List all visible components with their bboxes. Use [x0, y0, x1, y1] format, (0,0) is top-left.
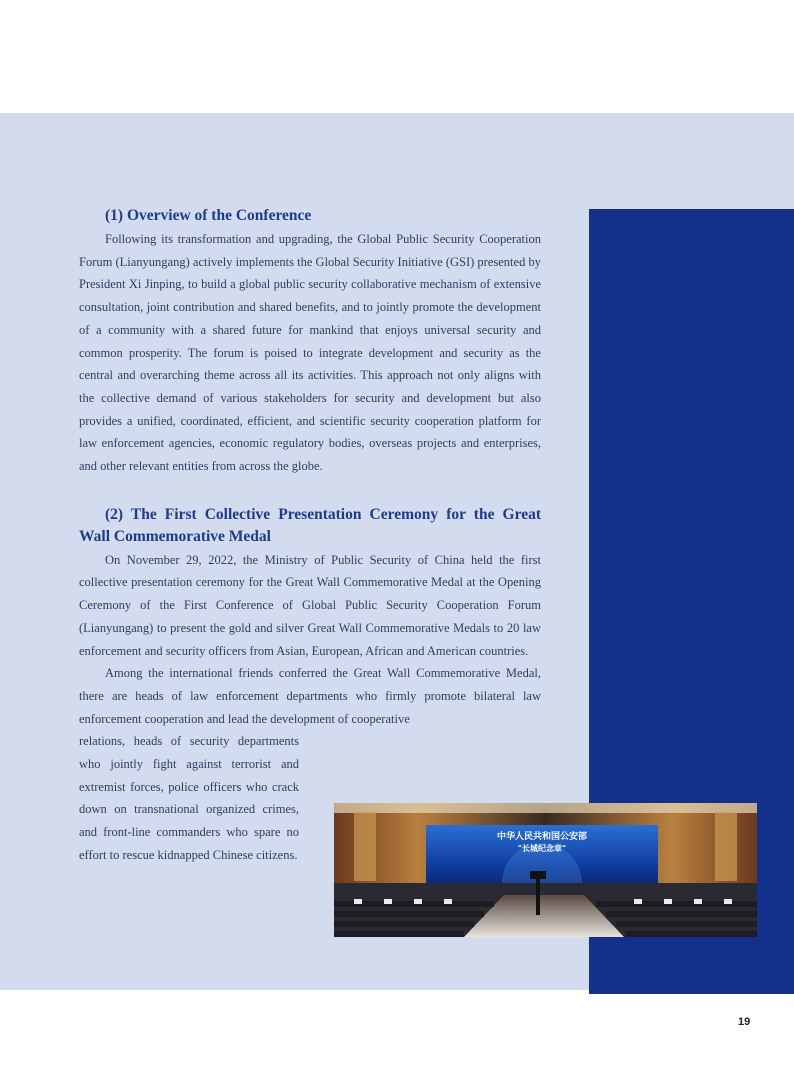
section-1-heading: (1) Overview of the Conference [105, 207, 312, 224]
section-1-paragraph: Following its transformation and upgrading, the Global Public Security Cooperation Forum (Lianyungang) actively implements the Global Security Initiative (GSI) presented by President Xi Jinping, to build a global public security collaborative mechanism of extensive consultation, joint contribution and shared benefits, and to jointly promote the development of a community with a shared future for mankind that enjoys universal security and common prosperity. The forum is poised to integrate development and security as the central and overarching theme across all its activities. This approach not only aligns with the collective demand of various stakeholders for security and development but also provides a unified, coordinated, efficient, and scientific security cooperation platform for law enforcement agencies, economic regulatory bodies, overseas projects and enterprises, and other relevant entities from across the globe. [79, 232, 541, 474]
screen-title-line-1: 中华人民共和国公安部 [496, 832, 588, 842]
section-2-heading: (2) The First Collective Presentation Ceremony for the Great Wall Commemorative Medal [79, 505, 541, 545]
article-body [79, 205, 541, 867]
section-2-paragraph-2-continued: relations, heads of security departments who jointly fight against terrorist and extremist forces, police officers who crack down on transnational organized crimes, and front-line commanders who spare no effort to rescue kidnapped Chinese citizens. [79, 734, 299, 862]
screen-title-line-2: "长城纪念章" [517, 844, 567, 853]
ceremony-photo [334, 803, 757, 937]
section-2-paragraph-1: On November 29, 2022, the Ministry of Public Security of China held the first collective presentation ceremony for the Great Wall Commemorative Medal at the Opening Ceremony of the First Conference of Global Public Security Cooperation Forum (Lianyungang) to present the gold and silver Great Wall Commemorative Medals to 20 law enforcement and security officers from Asian, European, African and American countries. [79, 552, 541, 658]
section-2-paragraph-2: Among the international friends conferred the Great Wall Commemorative Medal, there are heads of law enforcement departments who firmly promote bilateral law enforcement cooperation and lead the development of cooperative [79, 666, 541, 726]
page-number: 19 [738, 1016, 751, 1028]
